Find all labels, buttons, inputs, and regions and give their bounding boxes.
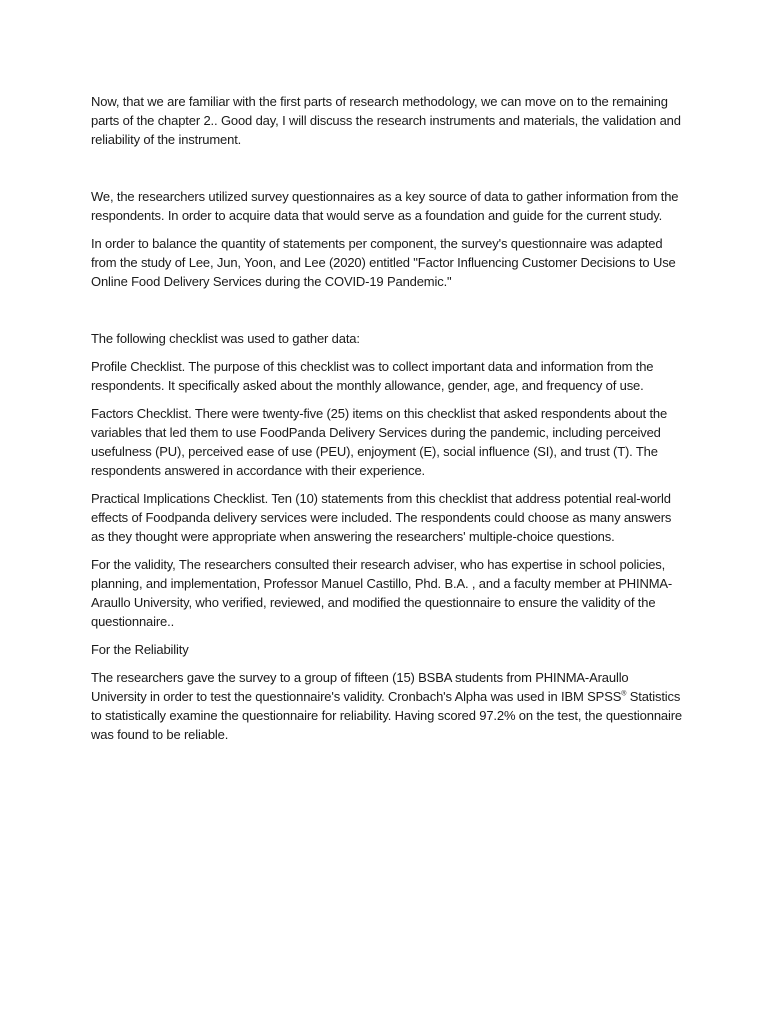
validity-paragraph: For the validity, The researchers consulted their research adviser, who has expertise in school policies, planning, and implementation, Professor Manuel Castillo, Phd. B.A. , and a faculty member at PHINMA-Araullo University, who verified, reviewed, and modified the questionnaire to ensure the validity of the questionnaire.. [91,557,673,629]
profile-checklist-paragraph: Profile Checklist. The purpose of this checklist was to collect important data and information from the respondents. It specifically asked about the monthly allowance, gender, age, and frequency of use. [91,359,654,393]
document-page [91,92,686,753]
checklist-intro-paragraph: The following checklist was used to gather data: [91,331,360,346]
adaptation-paragraph: In order to balance the quantity of statements per component, the survey's questionnaire was adapted from the study of Lee, Jun, Yoon, and Lee (2020) entitled "Factor Influencing Customer Decisions to Use Online Food Delivery Services during the COVID-19 Pandemic." [91,236,676,289]
intro-paragraph: Now, that we are familiar with the first parts of research methodology, we can move on to the remaining parts of the chapter 2.. Good day, I will discuss the research instruments and materials, the validation and reliability of the instrument. [91,94,681,147]
reliability-text-after: Statistics to statistically examine the questionnaire for reliability. Having scored 97.2% on the test, the questionnaire was found to be reliable. [91,689,682,742]
reliability-text-before: The researchers gave the survey to a group of fifteen (15) BSBA students from PHINMA-Araullo University in order to test the questionnaire's validity. Cronbach's Alpha was used in IBM SPSS [91,670,629,704]
practical-checklist-paragraph: Practical Implications Checklist. Ten (10) statements from this checklist that address potential real-world effects of Foodpanda delivery services were included. The respondents could choose as many answers as they thought were appropriate when answering the researchers' multiple-choice questions. [91,491,672,544]
registered-mark: ® [621,690,627,698]
reliability-heading: For the Reliability [91,642,189,657]
factors-checklist-paragraph: Factors Checklist. There were twenty-five (25) items on this checklist that asked respondents about the variables that led them to use FoodPanda Delivery Services during the pandemic, including perceived usefulness (PU), perceived ease of use (PEU), enjoyment (E), social influence (SI), and trust (T). The respondents answered in accordance with their experience. [91,406,668,478]
instruments-paragraph: We, the researchers utilized survey questionnaires as a key source of data to gather information from the respondents. In order to acquire data that would serve as a foundation and guide for the current study. [91,189,679,223]
reliability-paragraph [91,668,686,744]
